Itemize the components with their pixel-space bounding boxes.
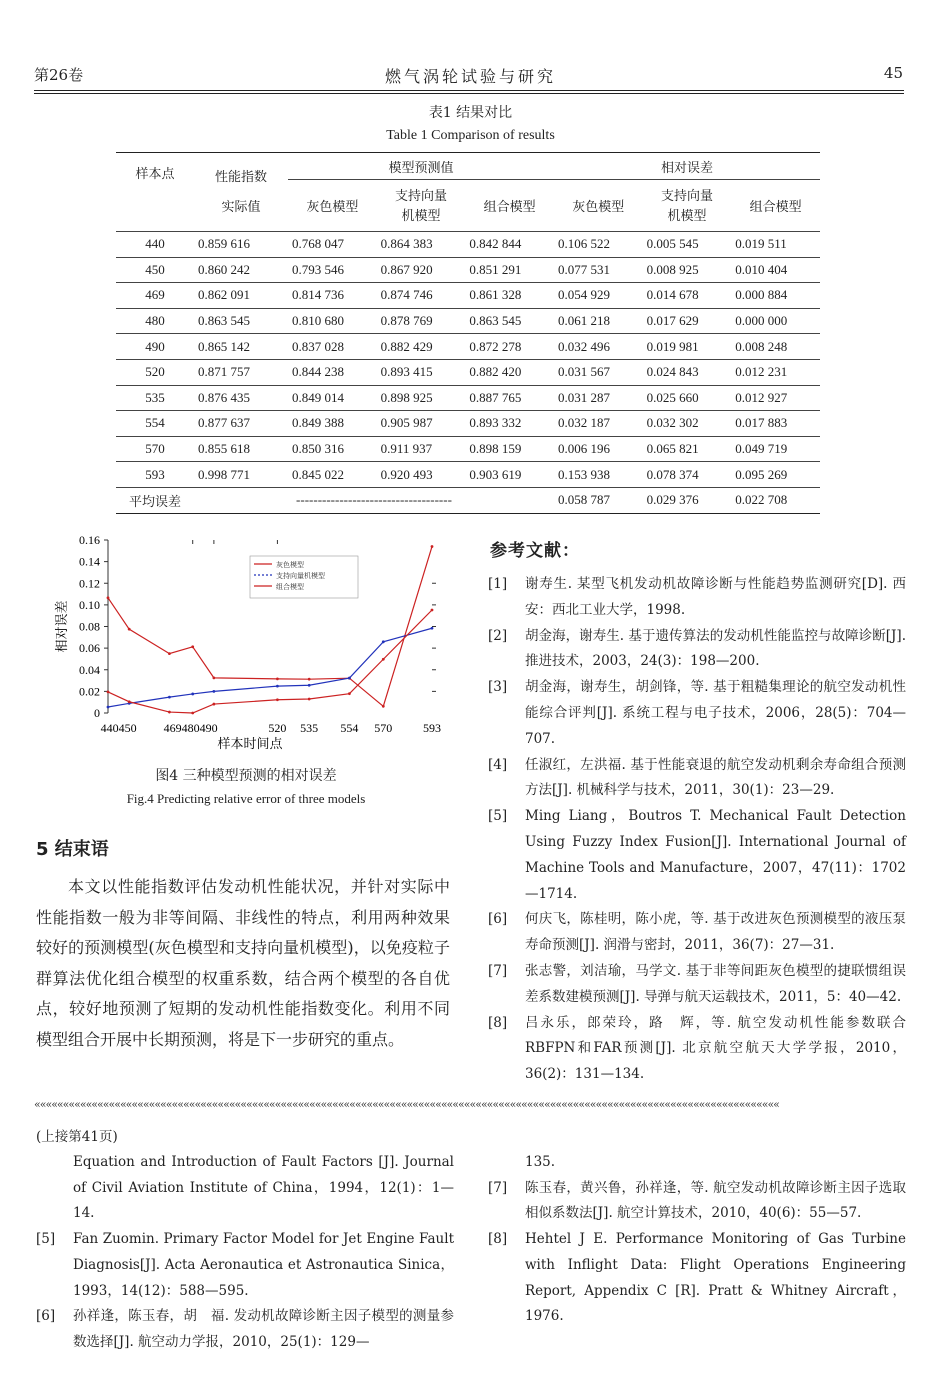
- table-cell: 0.032 302: [643, 411, 732, 437]
- table-cell: 0.024 843: [643, 359, 732, 385]
- y-tick-label: 0: [94, 706, 100, 720]
- table-row: [116, 334, 820, 360]
- reference-text: 孙祥逢，陈玉春，胡 福. 发动机故障诊断主因子模型的测量参数选择[J]. 航空动力学报，2010，25(1)：129—: [73, 1308, 454, 1350]
- data-point: [276, 677, 279, 680]
- reference-item: [488, 1150, 906, 1176]
- table-cell: 520: [116, 359, 194, 385]
- table-caption-en: Table 1 Comparison of results: [386, 128, 555, 143]
- group-predicted-header: 模型预测值: [288, 153, 554, 180]
- table-cell: 0.025 660: [643, 385, 732, 411]
- reference-number: [7]: [488, 1179, 508, 1196]
- table-cell: 0.019 511: [731, 232, 820, 258]
- table-cell: 0.017 883: [731, 411, 820, 437]
- table-cell: 570: [116, 436, 194, 462]
- table-cell: 0.898 159: [465, 436, 554, 462]
- table-cell: 0.032 187: [554, 411, 643, 437]
- table-cell: 0.061 218: [554, 308, 643, 334]
- avg-value: 0.058 787: [554, 487, 643, 513]
- table-caption-cn: 表1 结果对比: [428, 105, 513, 121]
- continuation-left-refs: [36, 1150, 454, 1356]
- data-point: [212, 676, 215, 679]
- reference-list: [488, 572, 906, 1088]
- reference-number: [2]: [488, 627, 508, 644]
- table-row: [116, 257, 820, 283]
- table-cell: 0.920 493: [377, 462, 466, 488]
- reference-number: [6]: [488, 911, 508, 928]
- table-cell: 0.860 242: [194, 257, 288, 283]
- table-cell: 0.903 619: [465, 462, 554, 488]
- table-cell: 0.882 420: [465, 359, 554, 385]
- table-cell: 0.031 287: [554, 385, 643, 411]
- table-row: [116, 232, 820, 258]
- reference-text: Hehtel J E. Performance Monitoring of Gas Turbine with Inflight Data: Flight Operations Engineering Report, Appendix C [R]. Pratt & Whitney Aircraft，1976.: [525, 1231, 906, 1325]
- group-error-header: 相对误差: [554, 153, 820, 180]
- data-point: [107, 706, 110, 709]
- reference-number: [3]: [488, 679, 508, 696]
- x-tick-label: 535: [300, 721, 319, 735]
- data-point: [168, 652, 171, 655]
- continuation-right-refs: [488, 1150, 906, 1330]
- conclusion-paragraph: 本文以性能指数评估发动机性能状况，并针对实际中性能指数一般为非等间隔、非线性的特点，利用两种效果较好的预测模型(灰色模型和支持向量机模型)，以免疫粒子群算法优化组合模型的权重系数，结合两个模型的各自优点，较好地预测了短期的发动机性能指数变化。利用不同模型组合开展中长期预测，将是下一步研究的重点。: [36, 877, 450, 1049]
- table-cell: 0.054 929: [554, 283, 643, 309]
- table-cell: 0.851 291: [465, 257, 554, 283]
- reference-item: [488, 1227, 906, 1330]
- reference-item: [488, 753, 906, 805]
- section-heading: 5 结束语: [36, 839, 109, 860]
- table-cell: 0.864 383: [377, 232, 466, 258]
- data-point: [191, 712, 194, 715]
- legend-label: 灰色模型: [276, 561, 304, 569]
- table-cell: 0.876 435: [194, 385, 288, 411]
- col-svm-pred: 支持向量 机模型: [394, 187, 447, 223]
- reference-item: [488, 907, 906, 959]
- table-cell: 0.893 332: [465, 411, 554, 437]
- data-point: [276, 698, 279, 701]
- table-cell: 490: [116, 334, 194, 360]
- table-cell: 0.855 618: [194, 436, 288, 462]
- reference-number: [36, 1150, 73, 1227]
- table-row: [116, 436, 820, 462]
- results-table: [116, 152, 820, 514]
- table-cell: 469: [116, 283, 194, 309]
- table-cell: 0.849 014: [288, 385, 377, 411]
- data-point: [212, 703, 215, 706]
- table-cell: 0.153 938: [554, 462, 643, 488]
- table-row: [116, 462, 820, 488]
- table-cell: 0.863 545: [194, 308, 288, 334]
- reference-number: [488, 1150, 525, 1176]
- y-tick-label: 0.02: [79, 684, 100, 699]
- reference-item: [488, 1011, 906, 1088]
- x-tick-label: 593: [423, 721, 441, 735]
- table-cell: 0.877 637: [194, 411, 288, 437]
- data-point: [168, 696, 171, 699]
- reference-item: [488, 624, 906, 676]
- table-cell: 0.844 238: [288, 359, 377, 385]
- reference-text: 陈玉春，黄兴鲁，孙祥逢，等. 航空发动机故障诊断主因子选取相似系数法[J]. 航空计算技术，2010，40(6)：55—57.: [525, 1179, 906, 1222]
- y-tick-label: 0.16: [79, 533, 100, 547]
- col-comb-err: 组合模型: [749, 199, 802, 214]
- table-cell: 0.000 884: [731, 283, 820, 309]
- table-cell: 0.861 328: [465, 283, 554, 309]
- table-cell: 0.810 680: [288, 308, 377, 334]
- table-row: [116, 308, 820, 334]
- data-point: [212, 690, 215, 693]
- table-row: [116, 411, 820, 437]
- table-cell: 0.095 269: [731, 462, 820, 488]
- table-cell: 0.000 000: [731, 308, 820, 334]
- data-point: [382, 640, 385, 643]
- col-actual-header: 性能指数 实际值: [194, 153, 288, 232]
- table-cell: 0.911 937: [377, 436, 466, 462]
- reference-text: Fan Zuomin. Primary Factor Model for Jet Engine Fault Diagnosis[J]. Acta Aeronautica et Astronautica Sinica，1993，14(12)：588—595.: [73, 1231, 454, 1299]
- table-cell: 0.077 531: [554, 257, 643, 283]
- series-line-2: [108, 628, 432, 707]
- reference-text: 任淑红，左洪福. 基于性能衰退的航空发动机剩余寿命组合预测方法[J]. 机械科学与技术，2011，30(1)：23—29.: [525, 756, 906, 799]
- reference-number: [4]: [488, 756, 508, 773]
- data-point: [382, 658, 385, 661]
- avg-label: 平均误差: [116, 487, 194, 513]
- reference-item: [488, 675, 906, 752]
- y-axis-title: 相对误差: [55, 600, 70, 653]
- table-cell: 0.010 404: [731, 257, 820, 283]
- table-cell: 0.882 429: [377, 334, 466, 360]
- table-cell: 0.872 278: [465, 334, 554, 360]
- reference-text: 胡金海，谢寿生. 基于遗传算法的发动机性能监控与故障诊断[J]. 推进技术，2003，24(3)：198—200.: [525, 627, 906, 670]
- y-tick-label: 0.08: [79, 619, 100, 634]
- legend-label: 支持向量机模型: [276, 572, 325, 580]
- x-tick-label: 469480490: [163, 721, 218, 735]
- y-tick-label: 0.06: [79, 641, 100, 656]
- table-cell: 0.893 415: [377, 359, 466, 385]
- reference-item: [488, 1176, 906, 1227]
- figure-caption-en: Fig.4 Predicting relative error of three models: [126, 791, 366, 806]
- page-number: 45: [883, 64, 903, 82]
- table-cell: 0.078 374: [643, 462, 732, 488]
- data-point: [308, 698, 311, 701]
- table-cell: 0.887 765: [465, 385, 554, 411]
- table-cell: 480: [116, 308, 194, 334]
- data-point: [348, 692, 351, 695]
- reference-text: 谢寿生. 某型飞机发动机故障诊断与性能趋势监测研究[D]. 西安：西北工业大学，1998.: [525, 576, 906, 618]
- reference-text: 胡金海，谢寿生，胡剑锋，等. 基于粗糙集理论的航空发动机性能综合评判[J]. 系统工程与电子技术，2006，28(5)：704—707.: [525, 679, 906, 747]
- references-heading: 参考文献：: [490, 541, 580, 561]
- y-tick-label: 0.14: [79, 554, 100, 569]
- reference-item: [36, 1304, 454, 1355]
- table-cell: 0.049 719: [731, 436, 820, 462]
- table-cell: 0.014 678: [643, 283, 732, 309]
- y-tick-label: 0.10: [79, 597, 100, 612]
- col-svm-err: 支持向量 机模型: [660, 187, 713, 223]
- table-cell: 0.006 196: [554, 436, 643, 462]
- reference-text: Equation and Introduction of Fault Factors [J]. Journal of Civil Aviation Institute of China，1994，12(1)：1—14.: [73, 1154, 454, 1222]
- reference-text: Ming Liang，Boutros T. Mechanical Fault Detection Using Fuzzy Index Fusion[J]. International Journal of Machine Tools and Manufacture，2007，47(11)：1702—1714.: [525, 808, 906, 902]
- reference-text: 何庆飞，陈桂明，陈小虎，等. 基于改进灰色预测模型的液压泵寿命预测[J]. 润滑与密封，2011，36(7)：27—31.: [525, 911, 906, 954]
- x-tick-label: 554: [340, 721, 359, 735]
- data-point: [168, 711, 171, 714]
- reference-text: 吕永乐，郎荣玲，路 辉，等. 航空发动机性能参数联合RBFPN和FAR预测[J]. 北京航空航天大学学报，2010，36(2)：131—134.: [525, 1014, 906, 1083]
- journal-title: 燃气涡轮试验与研究: [384, 67, 556, 86]
- col-grey-err: 灰色模型: [572, 199, 625, 214]
- x-axis-title: 样本时间点: [217, 737, 283, 752]
- table-cell: 0.845 022: [288, 462, 377, 488]
- table-cell: 0.898 925: [377, 385, 466, 411]
- data-point: [107, 596, 110, 599]
- table-cell: 0.837 028: [288, 334, 377, 360]
- reference-number: [5]: [36, 1231, 56, 1248]
- x-tick-label: 520: [268, 721, 287, 735]
- table-cell: 0.867 920: [377, 257, 466, 283]
- relative-error-chart: [40, 528, 460, 760]
- volume-label: 第26卷: [34, 66, 84, 84]
- data-point: [382, 705, 385, 708]
- table-row-average: [116, 487, 820, 513]
- table-cell: 0.768 047: [288, 232, 377, 258]
- data-point: [348, 677, 351, 680]
- data-point: [107, 691, 110, 694]
- table-row: [116, 359, 820, 385]
- table-cell: 0.012 927: [731, 385, 820, 411]
- data-point: [431, 627, 434, 630]
- reference-item: [36, 1150, 454, 1227]
- data-point: [128, 628, 131, 631]
- table-cell: 0.019 981: [643, 334, 732, 360]
- series-line-3: [108, 610, 432, 713]
- table-cell: 0.065 821: [643, 436, 732, 462]
- table-cell: 0.017 629: [643, 308, 732, 334]
- data-point: [128, 700, 131, 703]
- reference-item: [36, 1227, 454, 1304]
- reference-text: 135.: [525, 1154, 556, 1170]
- table-cell: 0.031 567: [554, 359, 643, 385]
- reference-number: [6]: [36, 1308, 56, 1325]
- x-tick-label: 570: [374, 721, 393, 735]
- reference-number: [5]: [488, 808, 508, 825]
- table-cell: 0.859 616: [194, 232, 288, 258]
- figure-caption-cn: 图4 三种模型预测的相对误差: [155, 768, 337, 784]
- table-cell: 0.863 545: [465, 308, 554, 334]
- table-cell: 0.874 746: [377, 283, 466, 309]
- x-tick-label: 440450: [100, 721, 137, 735]
- reference-number: [8]: [488, 1014, 508, 1031]
- table-row: [116, 283, 820, 309]
- decorative-separator: ««««««««««««««««««««««««««««««««««««««««««««««««««««««««««««««««««««««««««««««««««««««««««««««««««««««««««««««««««««««««««««««««««: [34, 1098, 779, 1110]
- table-cell: 0.905 987: [377, 411, 466, 437]
- avg-value: 0.029 376: [643, 487, 732, 513]
- table-cell: 554: [116, 411, 194, 437]
- table-cell: 0.008 248: [731, 334, 820, 360]
- table-cell: 0.814 736: [288, 283, 377, 309]
- header-rule: [34, 90, 904, 91]
- table-cell: 593: [116, 462, 194, 488]
- reference-item: [488, 804, 906, 907]
- header-rule-second: [34, 93, 904, 94]
- table-cell: 0.106 522: [554, 232, 643, 258]
- table-cell: 0.862 091: [194, 283, 288, 309]
- table-cell: 0.849 388: [288, 411, 377, 437]
- table-cell: 0.793 546: [288, 257, 377, 283]
- table-cell: 0.850 316: [288, 436, 377, 462]
- reference-number: [1]: [488, 576, 508, 592]
- y-tick-label: 0.04: [79, 662, 100, 677]
- reference-number: [7]: [488, 962, 508, 979]
- table-cell: 450: [116, 257, 194, 283]
- data-point: [308, 678, 311, 681]
- continuation-label: (上接第41页): [36, 1129, 118, 1145]
- col-comb-pred: 组合模型: [483, 199, 536, 214]
- table-cell: 0.032 496: [554, 334, 643, 360]
- reference-item: [488, 572, 906, 624]
- table-cell: 535: [116, 385, 194, 411]
- data-point: [191, 693, 194, 696]
- data-point: [431, 545, 434, 548]
- avg-value: 0.022 708: [731, 487, 820, 513]
- data-point: [308, 684, 311, 687]
- table-cell: 0.842 844: [465, 232, 554, 258]
- table-cell: 0.865 142: [194, 334, 288, 360]
- data-point: [431, 609, 434, 612]
- col-sample-header: 样本点: [116, 153, 194, 232]
- table-cell: 0.998 771: [194, 462, 288, 488]
- y-tick-label: 0.12: [79, 576, 100, 591]
- table-cell: 0.005 545: [643, 232, 732, 258]
- table-cell: 0.871 757: [194, 359, 288, 385]
- data-point: [276, 685, 279, 688]
- table-cell: 0.878 769: [377, 308, 466, 334]
- avg-dash: ------------------------------------: [194, 487, 554, 513]
- reference-text: 张志警，刘洁瑜，马学文. 基于非等间距灰色模型的捷联惯组误差系数建模预测[J]. 导弹与航天运载技术，2011，5：40—42.: [525, 962, 906, 1005]
- reference-item: [488, 959, 906, 1011]
- data-point: [191, 645, 194, 648]
- legend-label: 组合模型: [276, 583, 304, 591]
- table-row: [116, 385, 820, 411]
- table-cell: 0.012 231: [731, 359, 820, 385]
- table-cell: 0.008 925: [643, 257, 732, 283]
- reference-number: [8]: [488, 1231, 508, 1248]
- table-cell: 440: [116, 232, 194, 258]
- col-grey-pred: 灰色模型: [306, 199, 359, 214]
